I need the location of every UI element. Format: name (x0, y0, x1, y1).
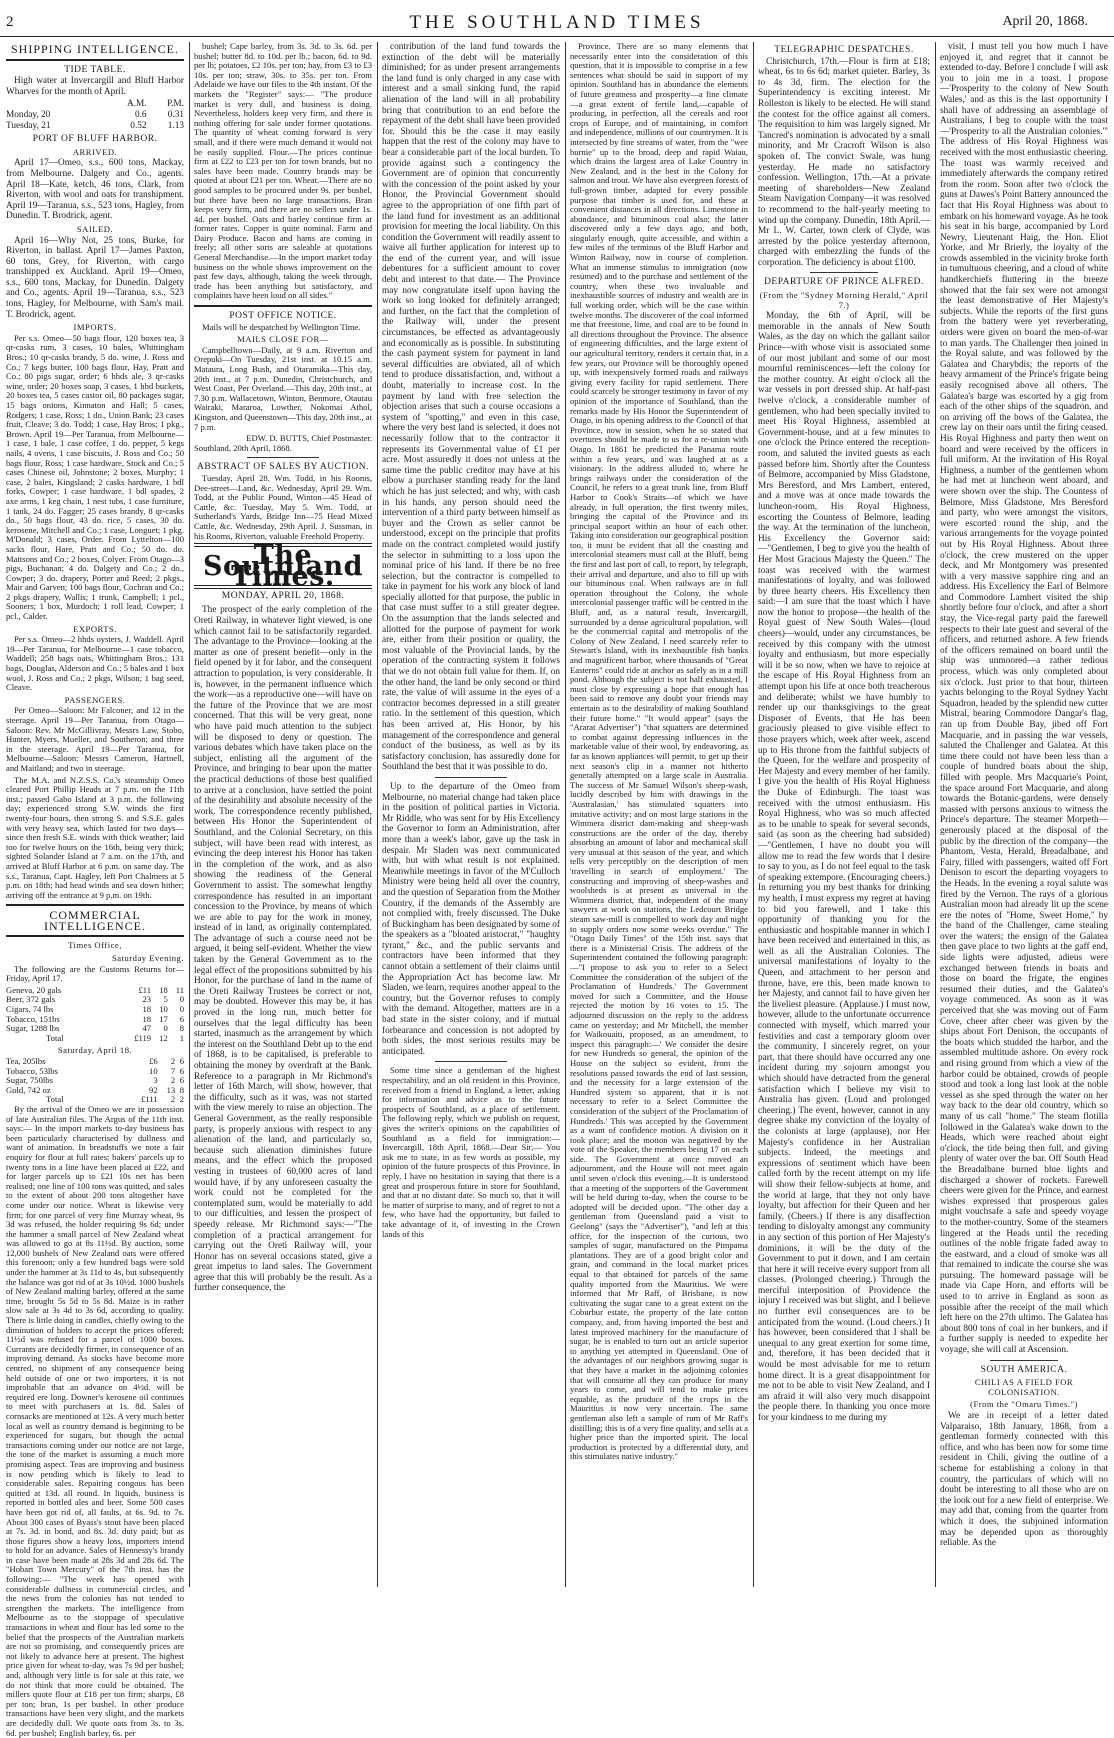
letter-text: Some time since a gentleman of the highest respectability, and an old resident in this Province, received from a friend in England, a letter, asking for information and advice as to the future prospects of Southland, as a place of settlement. The following reply, which we publish on request, gives the writer's opinions on the capabilities of Southland as a field for immigration:— Invercargill, 18th April, 1868.—Dear Sir,— You ask me to state, in as few words as possible, my opinion of the future prospects of this Province. In reply, I have no hesitation in saying that there is a great and prosperous future in store for Southland, and that at no distant date. So much so, that it will be matter of surprise to many, and of regret to not a few, who have had the opportunity, but failed to take advantage of it, of investing in the Crown lands of this (382, 1065, 560, 1239)
customs-intro: The following are the Customs Returns for— Friday, April 17. (6, 963, 184, 984)
table-cell: Tobacco, 53lbs (6, 1065, 58, 1076)
shipping-news: The M.A. and N.Z.S.S. Co.'s steamship Omeo cleared Port Phillip Heads at 7 p.m. on the 11th inst.; passed Gabo Island at 3 p.m. the following day; experienced strong S.W. winds the first twenty-four hours, then strong S. and S.S.E. gales with very heavy sea, which lasted for two days—since then fresh S.E. winds with thick weather; laid too for twelve hours on the 16th, being very thick; sighted Solander Island at 7 a.m. on the 17th, and arrived at Bluff Harbor at 6 p.m. on same day. The s.s., Taranua, Capt. Hagley, left Port Chalmers at 5 p.m. on 18th; had head winds and sea down hither; arriving off the entrance at 9 p.m. on 19th. (6, 774, 184, 900)
market-report: By the arrival of the Omeo we are in possession of late Australian files. The Argus of the 11th inst. says:— In the import markets to-day business has been particularly characterised by dullness and want of animation. In breadstuffs we note a fair enquiry for flour at full rates; bakers' parcels up to twenty tons in a line have been placed at £22, and for larger parcels up to £21 10s net has been realised; one line of 100 tons was quitted, and sales to the extent of about 200 tons altogether have come under our notice. Wheat is likewise very firm; for one parcel of very fine Murray wheat, 9s 3d was refused, the holder requiring 9s 6d; under the hammer a small parcel of New Zealand wheat was allowed to go at 8s 11½d. By auction, some 12,000 bushels of New Zealand oats were offered this forenoon; only a few hundred bags were sold under the hammer at 3s 11d to 4s, but subsequently the balance was got rid of at 3s 10½d. 1000 bushels of New Zealand malting barley, offered at the same time, brought 5s 5d to 5s 8d. Maize is in rather slow sale at 3s 4d to 3s 6d, according to quality. There is little doing in candles, chiefly owing to the diminution of holders to accept the prices offered; 11½d was refused for a parcel of 1000 boxes. Currants are decidedly firmer, in consequence of an improving demand. As stocks have become more centred, no shipment of any consequence being held outside of one or two importers, it is not improbable that an advance on 4½d. will be required ere long. Downer's kerosene oil continues to meet with purchasers at 1s. 8d. Sales of cornsacks are mentioned at 12s. A very much better local as well as country demand is beginning to be experienced for sugars, but though the actual transactions coming under our notice are not large, the tone of the market is assuming a much more promising aspect. Teas are improving and business is now pending which is likely to lead to considerable sales. Repairing congous has been quitted at 13d. all round. In liquids, business is reported in bottled ales and beer. Some 500 cases have been got rid of, all faults, at 6s. 9d. to 7s. About 300 cases of Byass's stout have been placed at 7s. 3d. in bond, and 8s. 3d. duty paid; but as those figures show a heavy loss, importers intend to hold for an advance. Sales of Hennessy's brandy in case have been made at 28s 3d and 28s 6d. The "Hobart Town Mercury" of the 7th inst. has the following:— "The week has opened with considerable dullness in commercial circles, and the news from the colonies has not tended to strengthen the markets. The intelligence from Melbourne as to the stoppage of speculative transactions in wheat and flour has led some to the belief that the prospects of the Australian markets are not so promising, and consequently prices are not likely to advance here at present. The highest price given for wheat to-day, was 7s 9d per bushel; and, although very little is for sale at this rate, we do not think that more could be obtained. The millers quote flour at £18 per ton firm; sharps, £8 per ton; bran, 1s per bushel. In other produce transactions have been very slight, and the markets are decidedly dull. We quote oats from 3s. to 3s. 6d. per bushel; English barley, 6s. per (6, 1103, 184, 1738)
column-4 (570, 42, 748, 1587)
auction-text: Tuesday, April 28. Wm. Todd, in his Rooms, Dee-street—Land, &c. Wednesday, April 29. Wm. Todd, at the Public Pound, Winton—45 Head of Cattle, &c. Tuesday, May 5. Wm. Todd, at Sutherland's Yards, Bridge Inn—75 Head Mixed Cattle, &c. Wednesday, 29th April. J. Sussman, in his Rooms, Riverton, valuable Freehold Property. (194, 472, 372, 541)
table-cell: 6 (179, 1075, 184, 1086)
tide-heading: TIDE TABLE. (64, 64, 126, 75)
table-cell: 18 (142, 1004, 152, 1015)
column-rule (935, 42, 936, 1587)
table-cell: Monday, 20 (6, 109, 51, 120)
table-cell: 0 (163, 1023, 168, 1034)
chili-text: We are in receipt of a letter dated Valparaiso, 18th January, 1868, from a gentleman formerly connected with this office, and who has been now for some time resident in Chili, giving the outline of a scheme for establishing a colony in that country, the particulars of which will no doubt be interesting to all those who are on the look out for a new field of enterprise. We may add that, coming from the quarter from which it does, the subjoined information may be depended upon as thoroughly reliable. As the (940, 1411, 1108, 1549)
table-cell: 47 (142, 1023, 152, 1034)
column-1 (6, 42, 184, 1738)
arrived-label: ARRIVED. (72, 146, 118, 157)
table-cell: 1.13 (167, 120, 184, 131)
table-cell: 2 (170, 1094, 176, 1105)
table-row (6, 1024, 184, 1034)
port-heading: PORT OF BLUFF HARBOR. (32, 134, 158, 145)
column-2 (194, 42, 372, 1587)
page-number: 2 (6, 14, 14, 30)
exports-text: Per s.s. Omeo—2 hhds oysters, J. Waddell. April 19—Per Taranua, for Melbourne—1 case tobacco, Waddell; 258 bags oats, Whittingham Bros.; 131 bags, Douglas, Alderson and Co.; 5 bales and 1 box wool, J. Ross and Co.; 2 pkgs, Wilson; 1 bag seed, Cleave. (6, 634, 184, 693)
table-cell: 2 (179, 1094, 184, 1105)
table-cell: 13 (166, 1084, 176, 1095)
telegraphic-heading: TELEGRAPHIC DESPATCHES. (774, 45, 914, 55)
table-cell: 0 (179, 1004, 184, 1015)
table-cell: Cigars, 74 lbs (6, 1004, 54, 1015)
table-cell: 8 (179, 1023, 184, 1034)
editorial-text: The prospect of the early completion of the Oreti Railway, in whatever light viewed, is one which cannot fail to be satisfactorily regarded. The advantage to the Province—looking at the matter as one of present benefit—only in the field opened by it for labor, and the consequent attraction to population, is very considerable. It is, however, in the permanent influence which the work—as a reproductive one—will have on the future of the Province that we are most concerned. That this will be very great, none who have paid much attention to the subject will be disposed to deny or question. The various debates which have taken place on the subject, enlisting all the argument of the Province, and bringing to bear upon the matter the practical deductions of those best qualified to arrive at a conclusion, have settled the point of the desirability and absolute necessity of the work. The correspondence recently published, between His Honor the Superintendent of Southland, and the Colonial Secretary, on this subject, will have been read with interest, as evincing the deep interest his Honor has taken in the completion of the work, and as also showing the readiness of the General Government to assist. The somewhat lengthy correspondence has resulted in an important concession to the Province, by means of which we are able to pay for the work in money, instead of in land, as originally contemplated. The advantage of such a course need not be argued, it being self-evident. Whether the view taken by the General Government as to the legal effect of the propositions submitted by his Honor, for the purchase of land in the name of the Oreti Railway Trustees be correct or not, may be doubted. However this may be, it has proved in the long run, much better for ourselves that the legal difficulty has been started, inasmuch as the arrangement by which the interest on the Southland Debt up to the end of 1868, is to be capitalised, is preferable to obtaining the money by overdraft at the Bank. Reference to a paragraph in Mr Richmond's letter of 16th March, will show, however, that the difficulty, such as it was, was not started with the view merely to raise an objection. The General Government, as the really responsible party, is properly anxious with respect to any alienation of the land, and particularly so, because such alienation diminishes future means, and the effect which the proposed vesting in trustees of 60,000 acres of land would have, if by any unforeseen casualty the work could not be completed for the contemplated sum, would be materially to add to our difficulties, and lessen the prospect of speedy release. Mr Richmond says:—"The completion of a practical arrangement for carrying out the Oreti Railway will, your Honor has on several occasions stated, give a great impetus to land sales. The Government agree that this will probably be the result. As a further consequence, the (194, 605, 372, 1294)
table-row (6, 1034, 184, 1044)
south-america-heading: SOUTH AMERICA. (980, 1364, 1068, 1375)
customs-date: Saturday Evening. (112, 953, 184, 964)
table-cell: 11 (175, 984, 184, 995)
table-cell: 18 (142, 1013, 152, 1024)
table-cell: 3 (153, 1075, 158, 1086)
market-report-continued: bushel; Cape barley, from 3s. 3d. to 3s. 6d. per bushel; butter 8d. to 10d. per lb.; bacon, 6d. to 9d. per lb; potatoes, £2 10s. per ton; hay, from £3 to £3 10s. per ton; straw, 30s. to 35s. per ton. From Adelaide we have our files to the 4th instant. Of the markets the "Register" says:— "The produce market is very dull, and business is doing. Nevertheless, holders keep very firm, and there is nothing offering for sale under former quotations. The quantity of wheat coming forward is very small, and if there were much demand it would not be easily supplied. Flour.—The prices continue firm at £22 to £23 per ton for town brands, but no sales have been made. Country brands may be quoted at about £21 per ton. Wheat.—There are no good samples to be procured under 9s. per bushel, but there have been no large transactions. Bran keeps very firm, and there are no sellers under 1s. 4d. per bushel. Oats and barley continue firm at former rates. Copper is quite nominal. Farm and Dairy Produce. Bacon and hams are coming in freely; all other sorts are saleable at quotations General Merchandise.—In the import market today business on the whole shows improvement on the past few days, although, taking the week through, trade has been anything but satisfactory, and complaints have been loud on all sides." (194, 41, 372, 301)
chili-source: (From the "Omaru Times.") (970, 1399, 1078, 1410)
divider (6, 904, 184, 906)
customs-table-friday (6, 986, 184, 1044)
customs-table-saturday (6, 1057, 184, 1105)
divider (435, 777, 506, 778)
divider (810, 272, 879, 273)
table-cell: Tea, 205lbs (6, 1056, 46, 1066)
table-cell: Gold, 742 oz (6, 1084, 51, 1095)
divider (990, 1360, 1057, 1361)
table-cell: 6 (179, 1013, 184, 1024)
table-cell: Sugar, 750lbs (6, 1075, 53, 1086)
header-rule (0, 36, 1114, 37)
table-cell: 6 (179, 1056, 184, 1066)
mails-text: Campbelltown—Daily, at 9 a.m. Riverton and Orepuki—On Tuesday, 21st inst. at 10.15 a.m. Mataura, Long Bush, and Otaramika—This day, 20th inst., at 7 p.m. Dunedin, Christchurch, and West Coast, Per Overland.—This day, 20th inst., at 7.30 p.m. Wallacetown, Winton, Benmore, Otautau Wairaki, Mararoa, Lowther, Nokomai Athol, Kingston, and Queenstown—This day, 20th inst., at 7 p.m. (194, 344, 372, 432)
column-rule (753, 42, 754, 1587)
table-cell: 5 (163, 994, 168, 1005)
customs-office: Times Office, (68, 940, 122, 951)
post-signature-date: Southland, 20th April, 1868. (194, 442, 292, 453)
imports-label: IMPORTS. (73, 322, 117, 333)
table-cell: 10 (159, 1004, 168, 1015)
post-office-intro: Mails will be despatched by Wellington Time. (202, 321, 361, 332)
imports-text: Per s.s. Omeo—50 bags flour, 120 boxes tea, 3 qr-casks rum, 3 cases, 10 bales, Whittingham Bros.; 10 qr-casks brandy, 5 do. wine, J. Ross and Co.; 7 kegs butter, 100 bags flour, Hay, Pratt and Co.; 80 pigs sugar, order; 6 hhds ale, 3 qr-casks wine, order; 20 boxes soap, 3 cases, 1 hhd buckets, 20 boxes tea, 5 cases castor oil, 80 packages sugar, 15 bags onions, Kinnaton and Hall; 5 cases, Rodgers; 1 case, Ross; 1 do., Union Bank; 23 cases fruit, Cleave; 3 do. Todd; 1 case, Hay Bros; 1 pkg., Brown. April 19—Per Taranua, from Melbourne—1 case, 1 bale, 1 case coffee, 1 do. pepper, 5 kegs nails, 4 ovens, 1 case biscuits, J. Ross and Co.; 50 bags flour, Ross; 1 case hardware, Stock and Co.; 5 cases Chinese oil, Johnstone; 2 boxes, Murphy; 1 case, 2 bales, Kingsland; 2 casks hardware, 1 bdl forks, Cowper; 1 case hardware, 1 bdl spades, 2 axe arms, 1 keg chain, 1 nest tubs, 1 case furniture, 1 tank, 24 do. Fagger; 25 cases brandy, 8 qr-casks do., 50 bags flour, 43 do. rice, 5 cases, 30 do. kerosene, Mitchell and Co.; 1 case, Longuet; 1 pkg. M'Donald; 3 cases, Order. From Lyttelton—100 sacks flour, Hare, Pratt and Co.; 50 do. do. Mattsons and Co.; 2 boxes, Colyer. From Otago—3 pigs, Buchanan; 4 do. Dalgety and Co.; 2 do., Cowper; 3 do. drapery, Porter and Reed; 2 pkgs., Mair and Garven; 100 bags flour, Cochran and Co.; 2 pkgs drapery, Wallis; 1 trunk, Campbell; 1 pcl., Sooners; 1 box, Murdoch; 1 roll lead, Cowper; 1 pcl., Calder. (6, 332, 184, 622)
table-cell: Sugar, 1288 lbs (6, 1023, 60, 1034)
commercial-heading: COMMERCIAL INTELLIGENCE. (44, 908, 146, 933)
saturday-heading: Saturday, April 18. (57, 1045, 133, 1056)
sailed-text: April 16—Why Not, 25 tons, Burke, for Riverton, in ballast. April 17—James Paxton, 60 tons, Grey, for Riverton, with cargo transhipped ex Auckland. April 19—Omeo, s.s., 600 tons, Mackay, for Dunedin. Dalgety and Co., agents. April 19—Taranua, s.s., 523 tons, Hagley, for Melbourne, with Sam's mail. T. Brodrick, agent. (6, 235, 184, 320)
table-cell: P.M. (166, 99, 184, 110)
editorial-text-continued: contribution of the land fund towards the extinction of the debt will be materially diminished; for as under present arrangements the land fund is only charged in any case with interest and a small sinking fund, the rapid alienation of the land will in all probability bring that contribution to an end before the repayment of the debt shall have been provided for. Should this be the case it may easily happen that the rest of the colony may have to bear a considerable part of the local burden. To provide against such a contingency the Government are of opinion that concurrently with the concession of the point asked by your Honor, the Provincial Government should agree to the appropriation of one fifth part of the land fund for investment as an additional provision for meeting the local liability. On this condition the Government will readily assent to waive all further application for interest up to the end of the current year, and will issue debentures for a sufficient amount to cover debt and interest to that date.— The Province may now congratulate itself upon having the work so long looked for definitely arranged; and further, on the fact that the completion of the Railway will, under the present circumstances, be effected as advantageously and economically as is possible. In substituting the cash payment system for payment in land several difficulties are obviated, all of which tend to produce dissatisfaction, and, without a doubt, materially to increase cost. In the payment by land with free selection the objection arises that such a course occasions a system of "spotting," and even in this case, where the very best land is selected, it does not necessarily follow that to the contractor it represents its Governmental value of £1 per acre. Most assuredly it does not unless at the same time the public creditor may have at his elbow a purchaser standing ready for the land which he has just selected; and why, with cash in his hands, any person should need the intervention of a third party between himself as buyer and the Crown as seller cannot be understood, except on the principle that profits made on the contract completed would justify the selector in submitting to a loss upon the nominal price of his land. If there be no free selection, but the contractor is compelled to take in payment for his work any block of land specially allotted for that purpose, the public in that case must suffer to a still greater degree. On the assumption that the lands selected and allotted for the purpose of payment for work are, either from their position or quality, the most valuable of the Provincial lands, by the operation of the contracting system it follows that we do not obtain full value for them. If, on the other hand, the land be only second or third rate, the value of will assume in the eyes of a contractor becomes depressed in a still greater ratio. In the settlement of this question, which has been arrived at, His Honor, by his management of the correspondence and general conduct of the business, as well as by its satisfactory conclusion, has assuredly done for Southland the best that it was possible to do. (382, 42, 560, 773)
telegraphic-text: Christchurch, 17th.—Flour is firm at £18; wheat, 6s to 6s 6d; market quieter. Barley, 3s to 4s 3d, firm. The election for the Superintendency is exciting interest. Mr Rolleston is likely to be elected. He will stand the contest for the office against all comers. The requisition to him was largely signed. Mr Tancred's nomination is advocated by a small minority, and Mr Cracroft Wilson is also spoken of. The convict Swale, was hung yesterday. He made no satisfactory confession. Wellington, 17th.—At a private meeting of shareholders—New Zealand Steam Navigation Company—it was resolved to recommend to the half-yearly meeting to wind up the company. Dunedin, 18th April.—Mr L. W. Carter, town clerk of Clyde, was arrested by the police yesterday afternoon, charged with embezzling the funds of the corporation. The deficiency is about £100. (758, 56, 930, 268)
column-5 (758, 42, 930, 1587)
issue-date: April 20, 1868. (1002, 14, 1088, 29)
post-signature: EDW. D. BUTTS, Chief Postmaster. (246, 433, 372, 444)
mails-label: MAILS CLOSE FOR— (237, 334, 329, 345)
sailed-label: SAILED. (76, 223, 114, 234)
departure-text-continued: visit, I must tell you how much I have enjoyed it, and regret that it cannot be extended to-day. Before I conclude I will ask you to join me in a toast. I propose—'Prosperity to the colony of New South Wales,' and as this is the last opportunity I shall have of addressing an assemblage of Australians, I beg to couple with the toast—'Prosperity to all the Australian colonies.'" The address of His Royal Highness was received with the most enthusiastic cheering. The toast was warmly received and immediately afterwards the company retired from the room. Soon after two o'clock the guns at Dawes's Point Battery announced the fact that His Royal Highness was about to embark on his homeward voyage. As he took his seat in his barge, accompanied by Lord Newry, Lieutenant Haig, the Hon. Eliot Yorke, and Mr Brierly, the loyalty of the crowds assembled in the vicinity broke forth in tumultuous cheering, and a cloud of white handkerchiefs fluttering in the breeze showed that the fair sex were not amongst the least demonstrative of Her Majesty's subjects. While the reports of the first guns from the battery were yet reverberating, orders were given on board the men-of-war to man yards. The Challenger then joined in the Royal salute, and was followed by the Galatea and Charybdis; the reports of the heavy armament of the Prince's frigate being easily recognised above all others. The Galatea's barge was escorted by a gig from each of the other ships of the squadron, and on arriving off the bows of the Galatea, the crew lay on their oars until the firing ceased. His Royal Highness and party then went on board and were received by the officers in full uniform. At the invitation of His Royal Highness, a number of the gentlemen whom he had met at luncheon went aboard, and were shown over the ship. The Countess of Belmore, Miss Gladstone, Mrs Beresford and party, who were amongst the visitors, were escorted round the ship, and the various arrangements for the voyage pointed out by His Royal Highness. About three o'clock, the crew mustered on the upper deck, and Mr Montgomery was presented with a very massive sapphire ring and an address. His Excellency the Earl of Belmore and Commodore Lambert visited the ship shortly before four o'clock, and after a short stay, the Vice-regal party paid the farewell respects to their late guest and several of the officers, and returned ashore. A few friends of the officers remained on board until the ship was unmoored—a rather tedious process, which was only completed about six o'clock. Just prior to that hour, thirteen yachts belonging to the Royal Sydney Yacht Squadron, headed by the splendid new cutter Mistral, bearing Commodore Dangar's flag, ran up from Double Bay, jibed off Fort Macquarie, and in passing the war vessels, saluted the Challenger and Galatea. At this time there could not have been less than a couple of hundred boats about the ship, filled with people. Mrs Macquarie's Point, the space around Fort Macquarie, and along towards the Botanic-gardens, were densely massed with persons anxious to witness the Prince's departure. The steamer Morpeth—generously placed at the disposal of the public by the direction of the company—the Phantom, Vesta, Herald, Breadalbane, and Fairy, filled with passengers, waited off Fort Denison to escort the departing voyagers to the Heads. In the evening a royal salute was fired by the Vernon. The rays of a glorious Australian moon had already lit up the scene ere the notes of "Home, Sweet Home," by the band of the Challenger, came stealing over the waters; the ensign of the Galatea then gave place to two lights at the gaff end, side lights were adjusted, adieus were exchanged between friends in boats and those on board the frigate, the engines resumed their duties, and the Galatea's voyage commenced. As soon as it was perceived that she was moving out of Farm Cove, cheer after cheer was given by the ships about Fort Denison, the occupants of the boats which studded the harbor, and the assembled multitude ashore. On every rock and rising ground from which a view of the harbor could be obtained, crowds of people stood and took a long last look at the noble vessel as she sped through the water on her way back to the dear old country, which so many of us call "home." The steam flotilla followed in the Galatea's wake down to the Heads, which were reached about eight o'clock, the tide being then full, and giving plenty of water over the bar. Off South Head the Breadalbane burned blue lights and discharged a shower of rockets. Farewell cheers were given for the Prince, and earnest wishes expressed that prosperous gales might vouchsafe a safe and speedy voyage to the mother-country. Some of the steamers lingered at the Heads until the receding outlines of the noble frigate faded away to the eastward, and a cloud of smoke was all that remained to indicate the course she was pursuing. The homeward passage will be made via Cape Horn, and efforts will be used to to arrive in England as soon as possible after the receipt of the mail which left here on the 27th ultimo. The Galatea has about 800 tons of coal in her bunkers, and if a further supply is needed to expedite her voyage, she will call at Ascension. (940, 42, 1108, 1356)
table-cell: 2 (170, 1056, 176, 1066)
masthead (0, 0, 1114, 36)
table-cell: 0.52 (130, 120, 147, 131)
passengers-label: PASSENGERS. (64, 694, 126, 705)
table-row (6, 99, 184, 110)
dateline: MONDAY, APRIL 20, 1868. (221, 589, 345, 601)
departure-text: Monday, the 6th of April, will be memorable in the annals of New South Wales, as the day on which the gallant sailor Prince—with whose visit is associated some of our most jubilant and some of our most mournful reminiscences—left the colony for the mother country. At eight o'clock all the war vessels in port dressed ship. At half-past twelve o'clock, a considerable number of gentlemen, who had been specially invited to meet His Royal Highness, assembled at Government-house, and at a few minutes to one o'clock the Prince entered the reception-room, and saluted the invited guests as each passed before him. Shortly after the Countess of Belmore, accompanied by Miss Gladstone, Mrs Beresford, and Mrs Lambert, entered, and a move was at once made towards the luncheon-room, His Royal Highness, escorting the Countess of Belmore, leading the way. At the termination of the luncheon, His Excellency the Governor said:—"Gentlemen, I beg to give you the health of Her Most Gracious Majesty the Queen." The toast was received with the warmest manifestations of loyalty, and was followed by three hearty cheers. His Excellency then said:—I am sure that the toast which I have now the honor to propose—the health of the Royal guest of New South Wales—(loud cheers)—would, under any circumstances, be received by this company with the utmost loyalty and enthusiasm, but more especially will it be so now, when we have to rejoice at the escape of His Royal Highness from an attempt upon his life at once both treacherous and deliberate; whilst we have humbly to render up our thanksgivings to the great Disposer of Events, that He has been graciously pleased to give visible effect to those prayers which, week after week, ascend up to His throne from the faithful subjects of the Queen, for the welfare and prosperity of Her Majesty and every member of her family. I give you the health of His Royal Highness the Duke of Edinburgh. The toast was received with the utmost enthusiasm. His Royal Highness, who was so much affected as to be unable to speak for several seconds, said (as soon as the cheering had subsided)—"Gentlemen, I have no doubt you will allow me to read the few words that I desire to say to you, as I do not feel equal to the task of speaking extempore. (Encouraging cheers.) In returning you my best thanks for drinking my health, I must express my regret at having to bid you farewell, and I take this opportunity of thanking you for the enthusiastic and hospitable manner in which I have been received and entertained in this, as well as all the Australian Colonies. The universal manifestations of loyalty to the Queen, and attachment to her person and throne, have, ere this, been made known to her Majesty, and cannot fail to have given her the liveliest pleasure. (Applause.) I must now, however, allude to the unfortunate occurrence connected with myself, which marred your festivities and cast a temporary gloom over the community. I sincerely regret, on your part, that there should have occurred any one incident during my sojourn amongst you which should have detracted from the general satisfaction which I believe my visit to Australia has given. (Loud and prolonged cheering.) The event, however, cannot in any degree shake my conviction of the loyalty of the colonists at large (applause), nor Her Majesty's confidence in her Australian subjects. Indeed, the meetings and expressions of sentiment which have been called forth by the recent attempt on my life will show their fellow-subjects at home, and the world at large, that they not only have loyalty, but affection for their Queen and her family. (Cheers.) If there is any disaffection tending to disloyalty amongst any community in any section of this portion of Her Majesty's dominions, it will be the duty of the Government to put it down, and I am certain that here it will receive every support from all classes. (Prolonged cheering.) Through the merciful interposition of Providence the injury I received was but slight, and I believe no further evil consequences are to be anticipated from the wound. (Loud cheers.) It has however, been considered that I shall be unequal to any great exertion for some time, and, therefore, it has been decided that it would be most advisable for me to return home direct. It is a great disappointment for me not to be able to visit New Zealand, and I am afraid it will also very much disappoint the people there. In thanking you once more for your kindness to me during my (758, 311, 930, 1423)
table-cell: 18 (159, 984, 168, 995)
divider (194, 305, 372, 307)
table-cell: £11 (138, 984, 152, 995)
post-office-heading: POST OFFICE NOTICE. (229, 311, 337, 322)
table-cell: 0 (179, 994, 184, 1005)
tide-table (6, 99, 184, 131)
table-cell: Total (46, 1032, 64, 1043)
newspaper-title: THE SOUTHLAND TIMES (409, 12, 705, 33)
table-cell: 6 (179, 1065, 184, 1076)
table-cell: 8 (179, 1084, 184, 1095)
column-3 (382, 42, 560, 1587)
table-cell: A.M. (126, 99, 147, 110)
column-rule (565, 42, 566, 1587)
table-row (6, 110, 184, 121)
tide-intro: High water at Invercargill and Bluff Harbor Wharves for the month of April. (6, 76, 184, 97)
chili-subheading: CHILI AS A FIELD FOR COLONISATION. (974, 1377, 1074, 1397)
table-cell: 23 (142, 994, 152, 1005)
table-cell: 7 (170, 1065, 176, 1076)
table-cell: 17 (159, 1013, 168, 1024)
arrived-text: April 17—Omeo, s.s., 600 tons, Mackay, from Melbourne. Dalgety and Co., agents. April 18—Kate, ketch, 46 tons, Clark, from Riverton, with wool and oats for transhipment. April 19—Taranua, s.s., 523 tons, Hagley, from Dunedin. T. Brodrick, agent. (6, 158, 184, 222)
table-cell: £6 (149, 1056, 158, 1066)
table-cell (6, 99, 104, 110)
departure-heading: DEPARTURE OF PRINCE ALFRED. (764, 277, 924, 288)
letter-text-continued: Province. There are so many elements that necessarily enter into the consideration of this question, that it is impossible to comprise in a few sentences what should be said in support of my opinion. Southland has in abundance the elements of future greatness and prosperity—a fine climate—a great extent of fertile land,—capable of producing, in perfection, all the cereals and root crops of Europe, and of maintaining, in comfort and independence, millions of our countrymen. It is intersected by fine streams of water, from the "wee burnie" up to the broad, deep and rapid Waiau, which drains the largest area of Lake Country in New Zealand, and is the best in the Colony for salmon and trout. We have also evergreen forests of full-grown timber, adapted for every possible purpose that timber is used for, and these at convenient distances in all directions. Limestone in abundance, and bituminous coal also; the latter discovered only a few days ago, and both, singularly enough, quite accessible, and within a few miles of the terminus of the Bluff Harbor and Winton Railway, now in course of completion. What an immense stimulus to immigration (now resumed) and to the purchase and settlement of the country, when these two invaluable and inexhaustible sources of industry and wealth are in full working order, which will be the case within twelve months. The discoverer of the coal informed me that freestone, lime, and coal are to be found in all directions throughout the Province. The absence of engineering difficulties, and the large extent of our agricultural territory, renders it certain that, in a few years, our Province will be thoroughly opened up, with inexpensively formed roads and railways giving every facility for rapid settlement. There could scarcely be stronger testimony in favor of my opinion of the importance of Southland, than the remarks made by His Honor the Superintendent of Otago, in his opening address to the Council of that Province, now in session, when he so stated that overtures should be made to us for a re-union with Otago. In 1861 he predicted the Panama route within a few years, and was laughed at as a visionary. In the address alluded to, where he brings railways under the consideration of the Council, he refers to a great trunk line, from Bluff Harbor to Cook's Straits—of which we have already, in full operation, the first twenty miles, bringing the capital of the Province and its principal seaport within an hour of each other. Taking into consideration our geographical position too, it must be evident that all the coasting and intercolonial steamers must call at the Bluff, being the first and last port of call, to report, by telegraph, their arrival and departure, and also to fill up with our bituminous coal. When railways are in full operation throughout the Colony, the whole intercolonial passenger traffic will be centred in the Bluff, and, as a natural result, Invercargill, surrounded by a dense agricultural population, will be the commercial capital and metropolis of the Colony of New Zealand. I need scarcely refer to Stewart's Island, with its inexhaustible fish banks and magnificent harbor, where thousands of "Great Easterns" could ride at anchor as safely as in a mill pond. Although the subject is not half exhausted, I must close by expressing a hope that enough has been said to remove any doubt your friends may entertain as to the desirability of making Southland their future home." "It would appear" (says the "Ararat Advertiser") "that squatters are determined to combat against depressing influences in the marketable value of their wool, by endeavoring, as far as known appliances will permit, to get up their next season's clip in a manner not hitherto generally attempted on a large scale in Australia. The success of Mr Samuel Wilson's sheep-wash, lucidly described by him with drawings in the 'Australasian,' has stimulated squatters into imitative activity; and on most large stations in the Wimmera district dam-making and sheep-wash constructions are the order of the day, thereby absorbing an amount of labor and mechanical skill very unusual at this season of the year, and which tells very perceptibly on the description of men 'travelling in search of employment.' The constructing and improving of sheep-washes and woolsheds is at present as universal in the Wimmera district, that, independent of the many sawyers at work on stations, the Ledcourt Bridge steam saw-mill is compelled to work day and night to supply orders now some weeks overdue." The "Otago Daily Times" of the 15th inst. says that there is a Ministerial Crisis. The address of the Superintendent contained the following paragraph:—"I propose to ask you to refer to a Select Committee the consideration of the subject of the Proclamation of Hundreds.' The Government moved for such a Committee, and the House rejected the motion by 16 votes to 15. The adjourned discussion on the reply to the address came on yesterday; and Mr Mitchell, the member for Waikouaiti, proposed, as an amendment, to inspect this paragraph:—' We consider the desire for new Hundreds so general, the opinion of the House on the subject so evident, from the resolutions passed towards the end of last session, and the necessity for a large extension of the Hundred system so apparent, that it is not necessary to refer to a Select Committee the consideration of the subject of the Proclamation of Hundreds.' This was accepted by the Government as a want of confidence motion. A division on it took place; and the motion was negatived by the vote of the Speaker, the members being 17 on each side. The Government at once moved an adjournment, and the House will not meet again until seven o'clock this evening.—It is understood that a meeting of the supporters of the Government will be held during to-day, when the course to be adopted will be decided upon. "The other day a gentleman from Queensland paid a visit to Geelong" (says the "Advertiser"), "and left at this office, for the inspection of the curious, two samples of sugar, manufactured on the Pimpama plantations. They are of a good bright color and grain, and command in the local market prices equal to that obtained for parcels of the same quality imported from the Mauritius. We were informed that Mr Raff, of Brisbane, is now cultivating the sugar cane to a great extent on the Coburbur estate, the property of the late cotton company, and, from having imported the best and latest improved machinery for the manufacture of sugar, he is enabled to turn out an article superior to anything yet attempted in Queensland. One of the advantages of our neighbors growing sugar is that they have a market in the adjoining colonies that will consume all they can produce for many years to come, and will tend to make prices equable, as the produce of the crops in the Mauritius is now very uncertain. The same gentleman also left a sample of rum of Mr Raff's distilling; this is of a very fine quality, and sells at a higher price than the imported spirit. The local production is protected by a differential duty, and this stimulates native industry." (570, 41, 748, 1462)
table-cell: 0.6 (134, 109, 147, 120)
table-row (6, 121, 184, 132)
newspaper-flag: The Southland Times. (202, 540, 363, 593)
table-cell: Tuesday, 21 (6, 120, 51, 131)
exports-label: EXPORTS. (73, 623, 117, 634)
table-cell: 10 (149, 1065, 158, 1076)
divider (435, 1061, 506, 1062)
table-cell: 1 (179, 1032, 184, 1043)
auction-heading: ABSTRACT OF SALES BY AUCTION. (196, 462, 370, 473)
table-cell: 92 (149, 1084, 158, 1095)
divider (247, 457, 318, 458)
column-rule (377, 42, 378, 1587)
table-cell: Geneva, 20 gals (6, 984, 62, 995)
table-cell: 12 (159, 1032, 168, 1043)
table-cell: 0.31 (167, 109, 184, 120)
table-cell: 2 (170, 1075, 176, 1086)
column-6 (940, 42, 1108, 1587)
divider (6, 59, 184, 61)
departure-source: (From the "Sydney Morning Herald," April 7.) (759, 290, 929, 310)
table-cell: Total (46, 1094, 64, 1105)
table-cell: Tobacco, 151bs (6, 1013, 60, 1024)
table-cell: Beer, 372 gals (6, 994, 56, 1005)
passengers-text: Per Omeo—Saloon: Mr Falconer, and 12 in the steerage. April 19—Per Taranua, from Otago—Saloon: Rev. Mr McGillivray, Messrs Law, Stobo, Hunter, Myers, Mueller, and Southeron; and three in the steerage. April 19—Per Taranua, for Melbourne—Saloon: Messrs Cameron, Hartnell, and Maitland; and two in steerage. (6, 705, 184, 773)
table-cell: £119 (134, 1032, 152, 1043)
column-rule (189, 42, 190, 1587)
victoria-politics-text: Up to the departure of the Omeo from Melbourne, no material change had taken place in the position of political parties in Victoria. Mr Riddle, who was sent for by His Excellency the Governor to form an Administration, after more than a week's labor, gave up the task in despair. Mr Sladen was next communicated with, but with what result is not explained. Meanwhile meetings in favor of the M'Culloch Ministry were being held all over the country, and the question of Separation from the Mother Country, if the demands of the Assembly are not complied with, freely discussed. The Duke of Buckingham has been designated by some of the speakers as a "bloated aristocrat," "haughty tyrant," &c., and the public servants and contractors have been informed that they cannot obtain a settlement of their claims until the Appropriation Act has become law. Mr Sladen, we learn, requires another appeal to the country, but the Governor refuses to comply with the demand. Altogether, matters are in a bad state in the sister colony, and if mutual forbearance and concession is not adopted by both sides, the most serious results may be anticipated. (382, 781, 560, 1057)
shipping-heading: SHIPPING INTELLIGENCE. (11, 42, 179, 56)
table-cell: £111 (141, 1094, 158, 1105)
divider (6, 935, 184, 937)
